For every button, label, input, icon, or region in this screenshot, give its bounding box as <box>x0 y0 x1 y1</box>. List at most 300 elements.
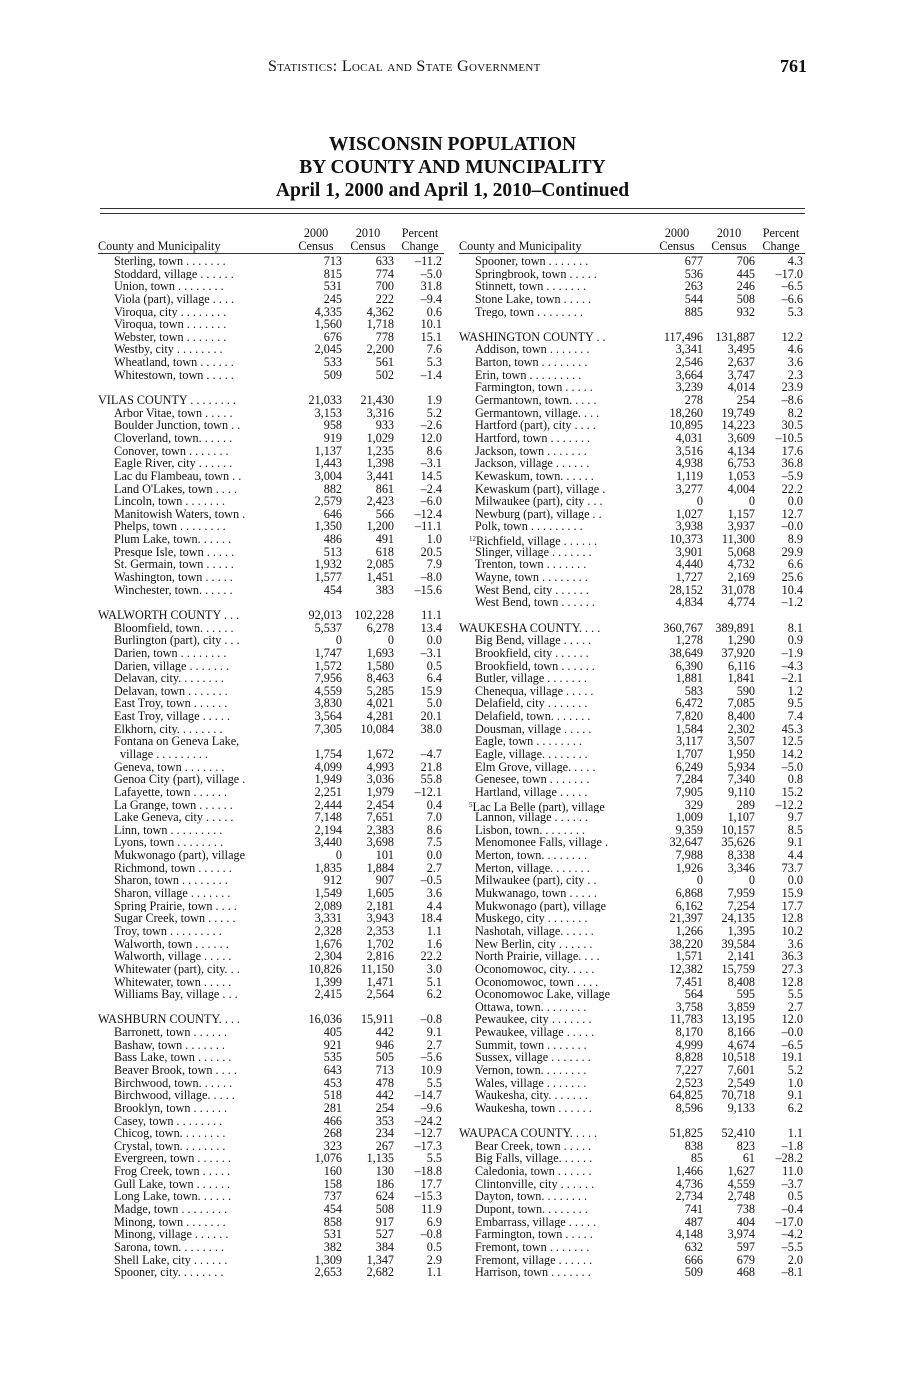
municipality-name <box>475 849 639 862</box>
percent-change-value: 29.9 <box>781 544 803 559</box>
municipality-name <box>475 723 639 736</box>
census-2000-value: 0 <box>335 848 342 863</box>
percent-change-value: 7.9 <box>426 557 442 572</box>
census-2010-value: 5,068 <box>727 544 755 559</box>
table-row <box>98 1026 444 1039</box>
municipality-name-text: Wayne, town . . . . . . . . <box>475 571 588 584</box>
percent-change-value: 15.9 <box>420 683 442 698</box>
municipality-name <box>459 622 639 635</box>
table-row <box>459 1266 805 1279</box>
header-2000: 2000 <box>303 226 329 240</box>
census-2010-value: 3,441 <box>366 468 394 483</box>
municipality-name <box>114 445 278 458</box>
percent-change-value: –1.9 <box>781 645 803 660</box>
percent-change-value: 14.2 <box>781 746 803 761</box>
municipality-name <box>114 495 278 508</box>
table-row <box>98 963 444 976</box>
municipality-name-text: Manitowish Waters, town . <box>114 507 246 521</box>
municipality-name <box>475 976 639 989</box>
table-row <box>98 533 444 546</box>
census-2000-value: 1,754 <box>314 746 342 761</box>
percent-change-value: 12.7 <box>781 506 803 521</box>
census-2000-value: 666 <box>684 1252 703 1267</box>
percent-change-value: –3.1 <box>420 456 442 471</box>
municipality-name-text: Linn, town . . . . . . . . . <box>114 823 223 837</box>
table-row <box>98 773 444 786</box>
census-2000-value: 3,564 <box>314 709 342 724</box>
census-2010-value: 706 <box>736 254 755 268</box>
census-2010-value: 907 <box>375 873 394 888</box>
municipality-name <box>475 1152 639 1165</box>
municipality-name-text: Nashotah, village. . . . . . <box>475 924 594 938</box>
percent-change-value: 27.3 <box>781 961 803 976</box>
municipality-name <box>114 1026 278 1039</box>
census-2000-value: 51,825 <box>669 1126 703 1141</box>
percent-change-value: 12.8 <box>781 911 803 926</box>
percent-change-value: –12.1 <box>414 784 442 799</box>
table-row <box>98 432 444 445</box>
municipality-name-text: Elkhorn, city. . . . . . . . <box>114 722 223 736</box>
percent-change-value: –12.4 <box>414 506 442 521</box>
table-row <box>459 710 805 723</box>
census-2010-value: 917 <box>375 1214 394 1229</box>
census-2000-value: 912 <box>323 873 342 888</box>
percent-change-value: 5.5 <box>787 987 803 1002</box>
municipality-name-text: Richmond, town . . . . . . <box>114 861 232 875</box>
census-2010-value: 7,651 <box>366 810 394 825</box>
census-2000-value: 3,830 <box>314 696 342 711</box>
municipality-name <box>114 1216 278 1229</box>
municipality-name <box>114 1228 278 1241</box>
census-2000-value: 531 <box>323 279 342 294</box>
municipality-name-text: Elm Grove, village. . . . . <box>475 760 596 774</box>
percent-change-value: 15.9 <box>781 886 803 901</box>
municipality-name-text: Spooner, city. . . . . . . . <box>114 1266 224 1279</box>
municipality-name <box>114 912 278 925</box>
table-row <box>98 786 444 799</box>
percent-change-value: –28.2 <box>775 1151 803 1166</box>
census-2010-value: 932 <box>736 304 755 319</box>
census-2010-value: 1,451 <box>366 570 394 585</box>
percent-change-value: –6.5 <box>781 279 803 294</box>
percent-change-value: 7.4 <box>787 709 803 724</box>
municipality-name <box>475 369 639 382</box>
census-2010-value: 2,200 <box>366 342 394 357</box>
census-2000-value: 2,734 <box>675 1189 703 1204</box>
census-2010-value: 0 <box>387 633 394 648</box>
table-row <box>98 318 444 331</box>
municipality-name <box>475 432 639 445</box>
census-2010-value: 222 <box>375 291 394 306</box>
census-2010-value: 468 <box>736 1265 755 1280</box>
municipality-name-text: Winchester, town. . . . . . <box>114 583 233 597</box>
municipality-name-text: Richfield, village . . . . . . <box>476 534 598 548</box>
municipality-name <box>475 306 639 319</box>
municipality-name-text: Bass Lake, town . . . . . . <box>114 1051 232 1065</box>
municipality-name <box>114 811 278 824</box>
percent-change-value: 1.0 <box>787 1075 803 1090</box>
percent-change-value: –5.0 <box>781 759 803 774</box>
municipality-name-text: Merton, village. . . . . . . <box>475 861 590 875</box>
percent-change-value: 15.2 <box>781 784 803 799</box>
census-2010-value: 774 <box>375 266 394 281</box>
table-row <box>459 596 805 609</box>
municipality-name-text: Oconomowoc Lake, village <box>475 988 611 1001</box>
header-municipality: County and Municipality <box>459 239 582 253</box>
census-2010-value: 10,084 <box>360 721 394 736</box>
percent-change-value: 22.2 <box>781 481 803 496</box>
page-number: 761 <box>780 56 807 76</box>
municipality-name <box>475 1140 639 1153</box>
percent-change-value: 11.0 <box>782 1164 803 1179</box>
municipality-name-text: Delafield, town. . . . . . . <box>475 710 591 723</box>
census-2010-value: 4,559 <box>727 1176 755 1191</box>
municipality-name-text: Clintonville, city . . . . . . <box>475 1177 595 1191</box>
census-2000-value: 8,596 <box>675 1100 703 1115</box>
census-2010-value: 3,316 <box>366 405 394 420</box>
census-2010-value: 2,181 <box>366 898 394 913</box>
municipality-name-text: Darien, village . . . . . . . <box>114 659 230 673</box>
census-2010-value: 624 <box>375 1189 394 1204</box>
census-2010-value: 2,302 <box>727 721 755 736</box>
municipality-name-text: Jackson, village . . . . . . <box>475 457 590 470</box>
percent-change-value: 21.8 <box>420 759 442 774</box>
census-2000-value: 11,783 <box>669 1012 703 1027</box>
census-2010-value: 8,408 <box>727 974 755 989</box>
municipality-name-text: Lyons, town . . . . . . . . <box>114 836 224 850</box>
municipality-name-text: Oconomowoc, town . . . . <box>475 975 599 989</box>
municipality-name <box>114 369 278 382</box>
municipality-name-text: Springbrook, town . . . . . <box>475 267 597 281</box>
census-2010-value: 1,672 <box>366 746 394 761</box>
census-2000-value: 1,549 <box>314 886 342 901</box>
census-2000-value: 7,451 <box>675 974 703 989</box>
census-2010-value: 1,157 <box>727 506 755 521</box>
municipality-name <box>114 1266 278 1279</box>
municipality-name-text: Lisbon, town. . . . . . . . <box>475 823 586 837</box>
table-row <box>459 1241 805 1254</box>
municipality-name <box>114 672 278 685</box>
table-row <box>98 1203 444 1216</box>
census-2010-value: 7,340 <box>727 772 755 787</box>
percent-change-value: 6.2 <box>426 987 442 1002</box>
census-2010-value: 3,974 <box>727 1227 755 1242</box>
municipality-name-text: Summit, town . . . . . . . <box>475 1038 587 1052</box>
percent-change-value: 19.1 <box>781 1050 803 1065</box>
percent-change-value: –0.4 <box>781 1202 803 1217</box>
percent-change-value: –6.6 <box>781 291 803 306</box>
census-2000-value: 958 <box>323 418 342 433</box>
census-2000-value: 3,516 <box>675 443 703 458</box>
table-row <box>98 1102 444 1115</box>
municipality-name-text: Bashaw, town . . . . . . . <box>114 1038 225 1052</box>
municipality-name-text: Crystal, town. . . . . . . . <box>114 1139 226 1153</box>
table-row <box>459 306 805 319</box>
census-2010-value: 713 <box>375 1063 394 1077</box>
census-2000-value: 158 <box>323 1176 342 1191</box>
municipality-name-text: Embarrass, village . . . . . <box>475 1215 597 1229</box>
municipality-name <box>475 1001 639 1014</box>
table-row <box>98 1165 444 1178</box>
census-2000-value: 281 <box>323 1100 342 1115</box>
municipality-name <box>114 356 278 369</box>
percent-change-value: –10.5 <box>775 430 803 445</box>
census-2010-value: 1,200 <box>366 519 394 534</box>
municipality-name <box>114 836 278 849</box>
percent-change-value: 9.1 <box>787 1088 803 1103</box>
census-2000-value: 1,309 <box>314 1252 342 1267</box>
municipality-name-text: Germantown, town. . . . . <box>475 394 597 407</box>
municipality-name-text: Sussex, village . . . . . . . <box>475 1051 591 1065</box>
municipality-name-text: Viroqua, city . . . . . . . . <box>114 305 227 319</box>
census-2000-value: 1,560 <box>314 317 342 332</box>
percent-change-value: 7.0 <box>426 810 442 825</box>
municipality-name <box>114 710 278 723</box>
table-row <box>98 255 444 268</box>
municipality-name-text: Merton, town. . . . . . . . <box>475 849 588 862</box>
municipality-name-text: Muskego, city . . . . . . . <box>475 912 588 925</box>
census-2000-value: 1,577 <box>314 570 342 585</box>
percent-change-value: 9.7 <box>787 810 803 825</box>
municipality-name-text: Stinnett, town . . . . . . . <box>475 280 587 293</box>
left-table-body <box>98 255 444 1279</box>
census-2000-value: 7,956 <box>314 671 342 686</box>
table-row <box>459 887 805 900</box>
percent-change-value: 0.0 <box>787 494 803 509</box>
census-2010-value: 3,346 <box>727 860 755 875</box>
census-2000-value: 28,152 <box>669 582 703 597</box>
percent-change-value: 20.1 <box>420 709 442 724</box>
municipality-name <box>475 1077 639 1090</box>
percent-change-value: 2.9 <box>426 1252 442 1267</box>
table-row <box>459 925 805 938</box>
municipality-name <box>475 546 639 559</box>
census-2010-value: 2,682 <box>366 1265 394 1280</box>
municipality-name <box>475 874 639 887</box>
percent-change-value: –17.0 <box>775 266 803 281</box>
table-row <box>459 988 805 1001</box>
census-2010-value: 2,637 <box>727 355 755 370</box>
table-row <box>98 1266 444 1279</box>
municipality-name <box>475 660 639 673</box>
municipality-name <box>475 735 639 748</box>
census-2000-value: 536 <box>684 266 703 281</box>
percent-change-value: –14.7 <box>414 1088 442 1103</box>
municipality-name-text: East Troy, village . . . . . <box>114 710 231 723</box>
table-row <box>98 710 444 723</box>
table-row <box>98 495 444 508</box>
census-2010-value: 10,518 <box>721 1050 755 1065</box>
municipality-name-text: Sterling, town . . . . . . . <box>114 255 226 268</box>
header-2000-census: Census <box>298 239 334 253</box>
census-2000-value: 1,119 <box>676 468 703 483</box>
header-2000: 2000 <box>664 226 690 240</box>
census-2010-value: 2,423 <box>366 494 394 509</box>
percent-change-value: –1.8 <box>781 1138 803 1153</box>
municipality-name <box>114 1203 278 1216</box>
census-2000-value: 7,305 <box>314 721 342 736</box>
municipality-name-text: Vernon, town. . . . . . . . <box>475 1064 587 1077</box>
municipality-name-text: Dupont, town. . . . . . . . <box>475 1203 588 1216</box>
percent-change-value: 22.2 <box>420 949 442 964</box>
table-row <box>459 672 805 685</box>
percent-change-value: –4.3 <box>781 658 803 673</box>
header-2010: 2010 <box>355 226 381 240</box>
percent-change-value: –5.6 <box>420 1050 442 1065</box>
municipality-name <box>114 862 278 875</box>
municipality-name-text: Milwaukee (part), city . . . <box>475 495 603 508</box>
municipality-name-text: Westby, city . . . . . . . . <box>114 343 223 357</box>
municipality-name <box>114 685 278 698</box>
percent-change-value: –2.4 <box>420 481 442 496</box>
municipality-name-text: Whitewater, town . . . . . <box>114 975 232 989</box>
municipality-name <box>114 735 278 748</box>
municipality-name <box>475 1039 639 1052</box>
census-2010-value: 566 <box>375 506 394 521</box>
municipality-name <box>475 1013 639 1026</box>
census-2010-value: 3,943 <box>366 911 394 926</box>
census-2010-value: 8,400 <box>727 709 755 724</box>
county-row <box>459 1127 805 1140</box>
municipality-name-text: Conover, town . . . . . . . <box>114 444 229 458</box>
census-2000-value: 2,653 <box>314 1265 342 1280</box>
municipality-name-text: Barronett, town . . . . . . <box>114 1026 228 1039</box>
percent-change-value: 20.5 <box>420 544 442 559</box>
municipality-name-text: East Troy, town . . . . . . <box>114 697 228 711</box>
census-2000-value: 7,227 <box>675 1063 703 1077</box>
census-2000-value: 1,949 <box>314 772 342 787</box>
section-spacer <box>459 318 805 331</box>
percent-change-value: 10.4 <box>781 582 803 597</box>
census-2000-value: 509 <box>684 1265 703 1280</box>
census-2010-value: 246 <box>736 279 755 294</box>
percent-change-value: 5.2 <box>787 1063 803 1077</box>
census-2000-value: 535 <box>323 1050 342 1065</box>
municipality-name <box>475 343 639 356</box>
census-2010-value: 4,281 <box>366 709 394 724</box>
municipality-name <box>475 647 639 660</box>
census-2010-value: 8,166 <box>727 1025 755 1040</box>
header-change: Change <box>762 239 800 253</box>
municipality-name <box>475 912 639 925</box>
municipality-name-text: Casey, town . . . . . . . . <box>114 1114 223 1128</box>
percent-change-value: –3.1 <box>420 645 442 660</box>
percent-change-value: 0.5 <box>787 1189 803 1204</box>
municipality-name-text: Beaver Brook, town . . . . <box>114 1064 237 1077</box>
municipality-name-text: New Berlin, city . . . . . . <box>475 937 593 951</box>
municipality-name-text: St. Germain, town . . . . . <box>114 558 234 572</box>
census-2000-value: 564 <box>684 987 703 1002</box>
census-2000-value: 4,440 <box>675 557 703 572</box>
municipality-name-text: Genesee, town . . . . . . . <box>475 773 590 786</box>
municipality-name <box>114 1039 278 1052</box>
right-column-table <box>459 227 805 1279</box>
municipality-name-text: Webster, town . . . . . . . <box>114 330 227 344</box>
census-2010-value: 9,133 <box>727 1100 755 1115</box>
header-municipality: County and Municipality <box>98 239 221 253</box>
census-2000-value: 38,220 <box>669 936 703 951</box>
percent-change-value: 45.3 <box>781 721 803 736</box>
percent-change-value: 0.0 <box>787 873 803 888</box>
census-2000-value: 1,278 <box>675 633 703 648</box>
percent-change-value: 5.3 <box>787 304 803 319</box>
census-2000-value: 1,572 <box>314 658 342 673</box>
census-2010-value: 101 <box>375 848 394 863</box>
census-2010-value: 8,463 <box>366 671 394 686</box>
census-2000-value: 3,938 <box>675 519 703 534</box>
municipality-name-text: Lannon, village . . . . . . <box>475 811 589 824</box>
percent-change-value: –2.1 <box>781 671 803 686</box>
percent-change-value: 73.7 <box>781 860 803 875</box>
percent-change-value: 2.3 <box>787 367 803 382</box>
municipality-name <box>114 470 278 483</box>
census-2000-value: 0 <box>696 494 703 509</box>
census-2000-value: 10,895 <box>669 418 703 433</box>
census-2010-value: 4,362 <box>366 304 394 319</box>
municipality-name-text: Delavan, town . . . . . . . <box>114 684 228 698</box>
municipality-name <box>475 887 639 900</box>
municipality-name <box>114 761 278 774</box>
percent-change-value: 6.6 <box>787 557 803 572</box>
census-2010-value: 679 <box>736 1252 755 1267</box>
municipality-name-text: Geneva, town . . . . . . . <box>114 760 225 774</box>
municipality-name <box>114 1241 278 1254</box>
municipality-name <box>98 1013 278 1026</box>
census-2010-value: 2,454 <box>366 797 394 812</box>
percent-change-value: 5.5 <box>426 1075 442 1090</box>
municipality-name <box>114 1051 278 1064</box>
municipality-name <box>114 318 278 331</box>
municipality-name-text: Waukesha, town . . . . . . <box>475 1101 592 1115</box>
municipality-name-text: Newburg (part), village . . <box>475 507 602 521</box>
census-2000-value: 741 <box>684 1202 703 1217</box>
percent-change-value: 5.2 <box>426 405 442 420</box>
census-2010-value: 478 <box>375 1075 394 1090</box>
percent-change-value: 17.7 <box>781 898 803 913</box>
census-2000-value: 160 <box>323 1164 342 1179</box>
percent-change-value: 12.0 <box>781 1012 803 1027</box>
municipality-name-text: Mukwonago (part), village <box>114 849 245 862</box>
percent-change-value: 2.0 <box>787 1252 803 1267</box>
census-2000-value: 3,331 <box>314 911 342 926</box>
census-2010-value: 508 <box>736 291 755 306</box>
municipality-name <box>475 761 639 774</box>
municipality-name-text: Minong, village . . . . . . <box>114 1228 229 1241</box>
census-2010-value: 1,235 <box>366 443 394 458</box>
census-2000-value: 38,649 <box>669 645 703 660</box>
municipality-name <box>475 1089 639 1102</box>
municipality-name <box>475 470 639 483</box>
municipality-name-text: Slinger, village . . . . . . . <box>475 545 592 559</box>
percent-change-value: –17.0 <box>775 1214 803 1229</box>
municipality-name <box>114 255 278 268</box>
census-2010-value: 1,135 <box>366 1151 394 1166</box>
table-row <box>98 293 444 306</box>
municipality-name-text: West Bend, town . . . . . . <box>475 596 595 609</box>
census-2010-value: 2,383 <box>366 822 394 837</box>
census-2000-value: 713 <box>323 254 342 268</box>
census-2000-value: 921 <box>323 1037 342 1052</box>
table-row <box>459 533 805 546</box>
percent-change-value: 0.6 <box>426 304 442 319</box>
census-2000-value: 2,328 <box>314 923 342 938</box>
census-2010-value: 0 <box>748 494 755 509</box>
percent-change-value: –5.0 <box>420 266 442 281</box>
census-2000-value: 21,397 <box>669 911 703 926</box>
municipality-name-text: Erin, town . . . . . . . . . <box>475 368 582 382</box>
census-2000-value: 2,304 <box>314 949 342 964</box>
title-rule-bottom <box>100 213 805 214</box>
